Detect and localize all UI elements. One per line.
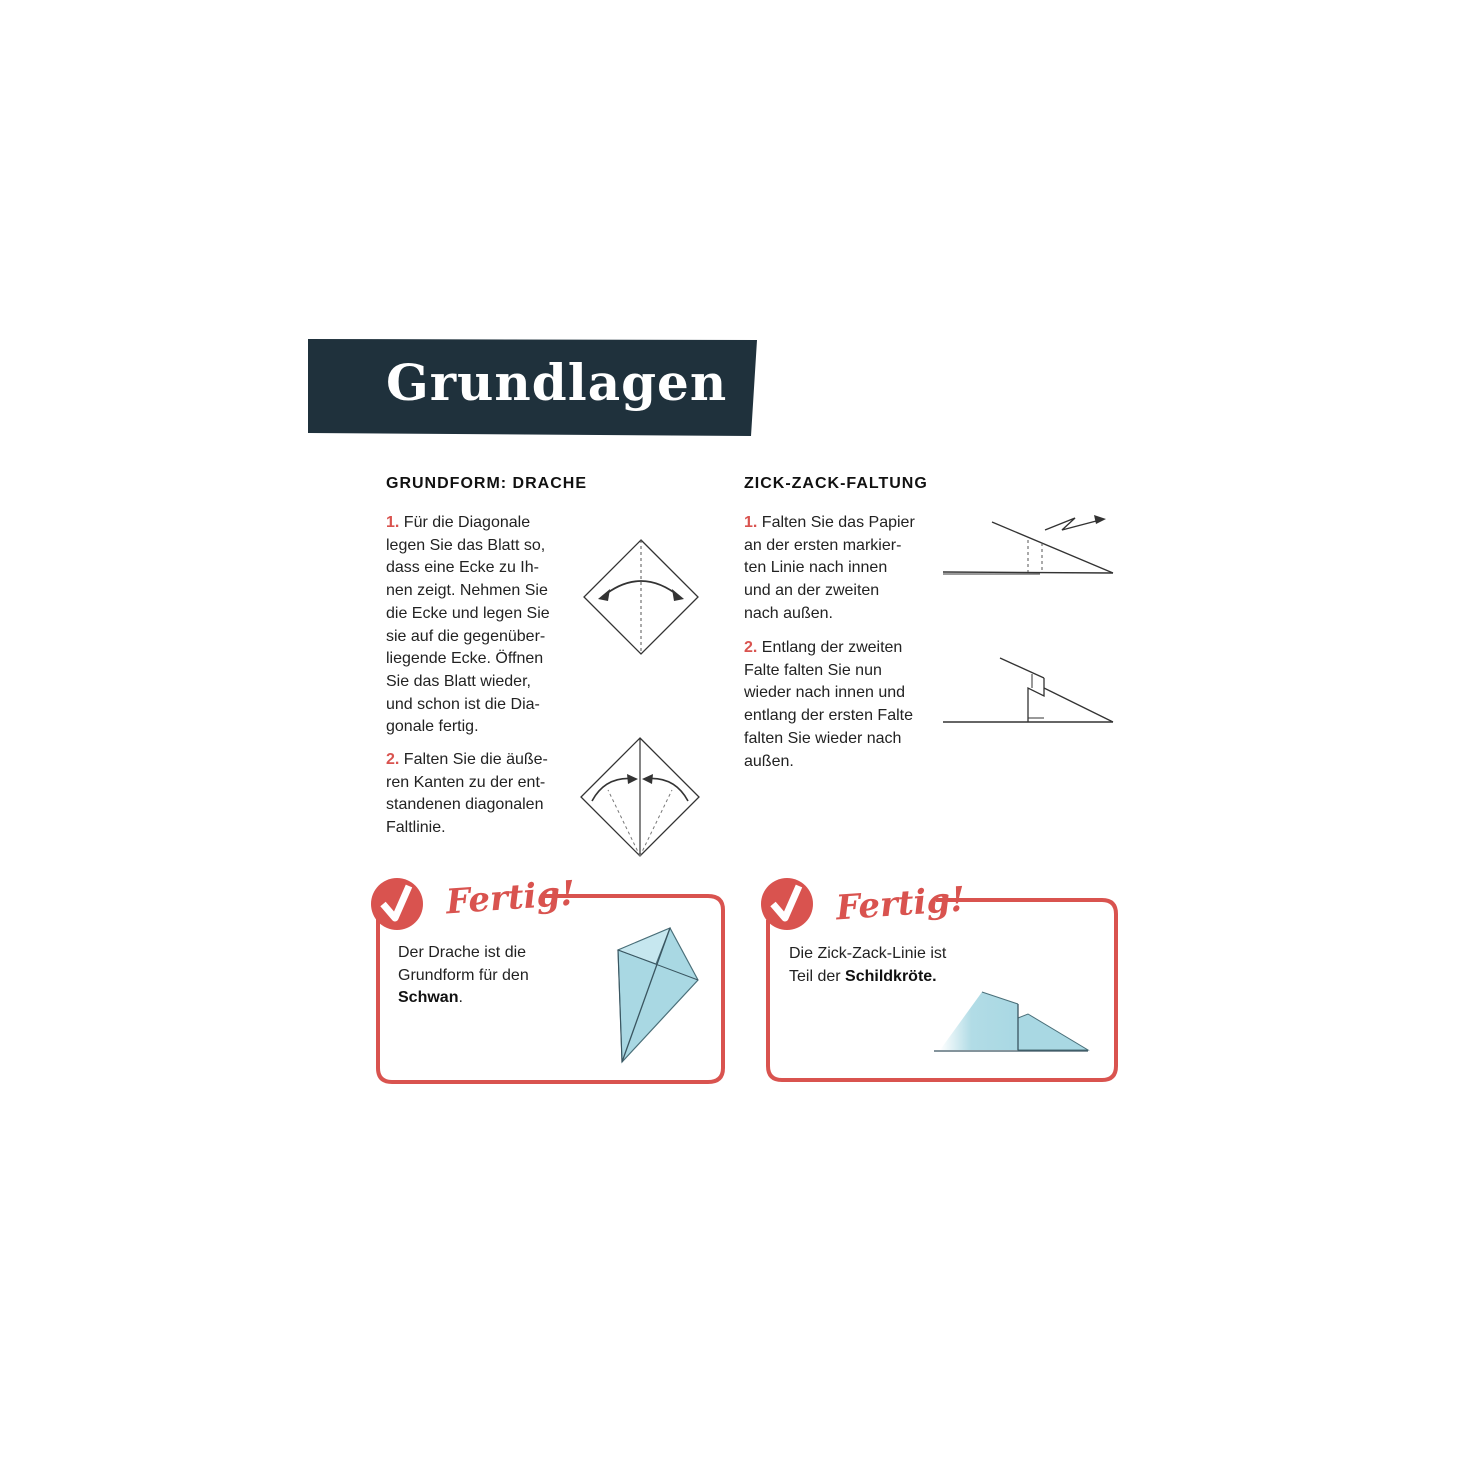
step-line: falten Sie wieder nach — [744, 729, 902, 747]
done-label: Fertig! — [834, 879, 967, 929]
step-line: und an der zweiten — [744, 582, 880, 600]
step-line: dass eine Ecke zu Ih- — [386, 559, 539, 577]
page-title: Grundlagen — [386, 353, 728, 412]
done-bold: Schwan — [398, 989, 459, 1007]
drache-step-2 — [386, 749, 576, 840]
drache-step-1 — [386, 512, 576, 739]
step-line: Falte falten Sie nun — [744, 661, 882, 679]
done-line: Die Zick-Zack-Linie ist — [789, 945, 947, 962]
diagonal-fold-diagram — [580, 537, 702, 659]
zickzack-step-1 — [744, 512, 944, 626]
step-line: legen Sie das Blatt so, — [386, 536, 546, 554]
done-line: Teil der — [789, 967, 846, 985]
step-line: entlang der ersten Falte — [744, 707, 913, 725]
edge-fold-diagram — [578, 735, 702, 859]
done-line: Der Drache ist die — [398, 944, 527, 961]
step-line: ren Kanten zu der ent- — [386, 773, 546, 791]
step-line: gonale fertig. — [386, 718, 479, 736]
step-line: nach außen. — [744, 604, 833, 622]
step-line: an der ersten markier- — [744, 536, 902, 554]
step-line: Falten Sie das Papier — [761, 514, 915, 531]
done-box-drache — [368, 873, 728, 1088]
step-line: und schon ist die Dia- — [386, 695, 540, 713]
section-heading-drache: GRUNDFORM: DRACHE — [386, 475, 587, 492]
step-line: liegende Ecke. Öffnen — [386, 650, 544, 668]
step-line: wieder nach innen und — [744, 684, 906, 702]
done-box-zickzack — [758, 876, 1122, 1088]
zickzack-step-2 — [744, 637, 944, 773]
step-line: standenen diagonalen — [386, 796, 544, 814]
zickzack-diagram-1 — [940, 510, 1120, 580]
page-banner — [308, 339, 757, 436]
step-line: sie auf die gegenüber- — [386, 627, 546, 645]
done-text — [398, 942, 598, 1010]
checkmark-icon — [759, 876, 819, 936]
done-end: . — [932, 967, 937, 985]
kite-illustration — [612, 924, 712, 1074]
zickzack-diagram-2 — [940, 652, 1120, 728]
step-line: außen. — [744, 752, 794, 770]
step-number: 1. — [744, 514, 758, 531]
zigzag-illustration — [930, 988, 1100, 1058]
step-line: Für die Diagonale — [403, 514, 531, 531]
step-line: Falten Sie die äuße- — [403, 751, 548, 768]
done-end: . — [458, 989, 463, 1007]
step-line: nen zeigt. Nehmen Sie — [386, 582, 548, 600]
step-line: die Ecke und legen Sie — [386, 604, 550, 622]
step-line: Sie das Blatt wieder, — [386, 672, 531, 690]
step-number: 2. — [744, 639, 758, 656]
section-heading-zickzack: ZICK-ZACK-FALTUNG — [744, 475, 928, 492]
done-label: Fertig! — [444, 873, 577, 923]
step-number: 2. — [386, 751, 400, 768]
done-text — [789, 943, 1009, 988]
checkmark-icon — [369, 876, 429, 936]
done-bold: Schildkröte — [845, 967, 933, 985]
step-line: Faltlinie. — [386, 819, 446, 837]
step-line: ten Linie nach innen — [744, 559, 888, 577]
step-line: Entlang der zweiten — [761, 639, 903, 656]
step-number: 1. — [386, 514, 400, 531]
done-line: Grundform für den — [398, 966, 529, 984]
